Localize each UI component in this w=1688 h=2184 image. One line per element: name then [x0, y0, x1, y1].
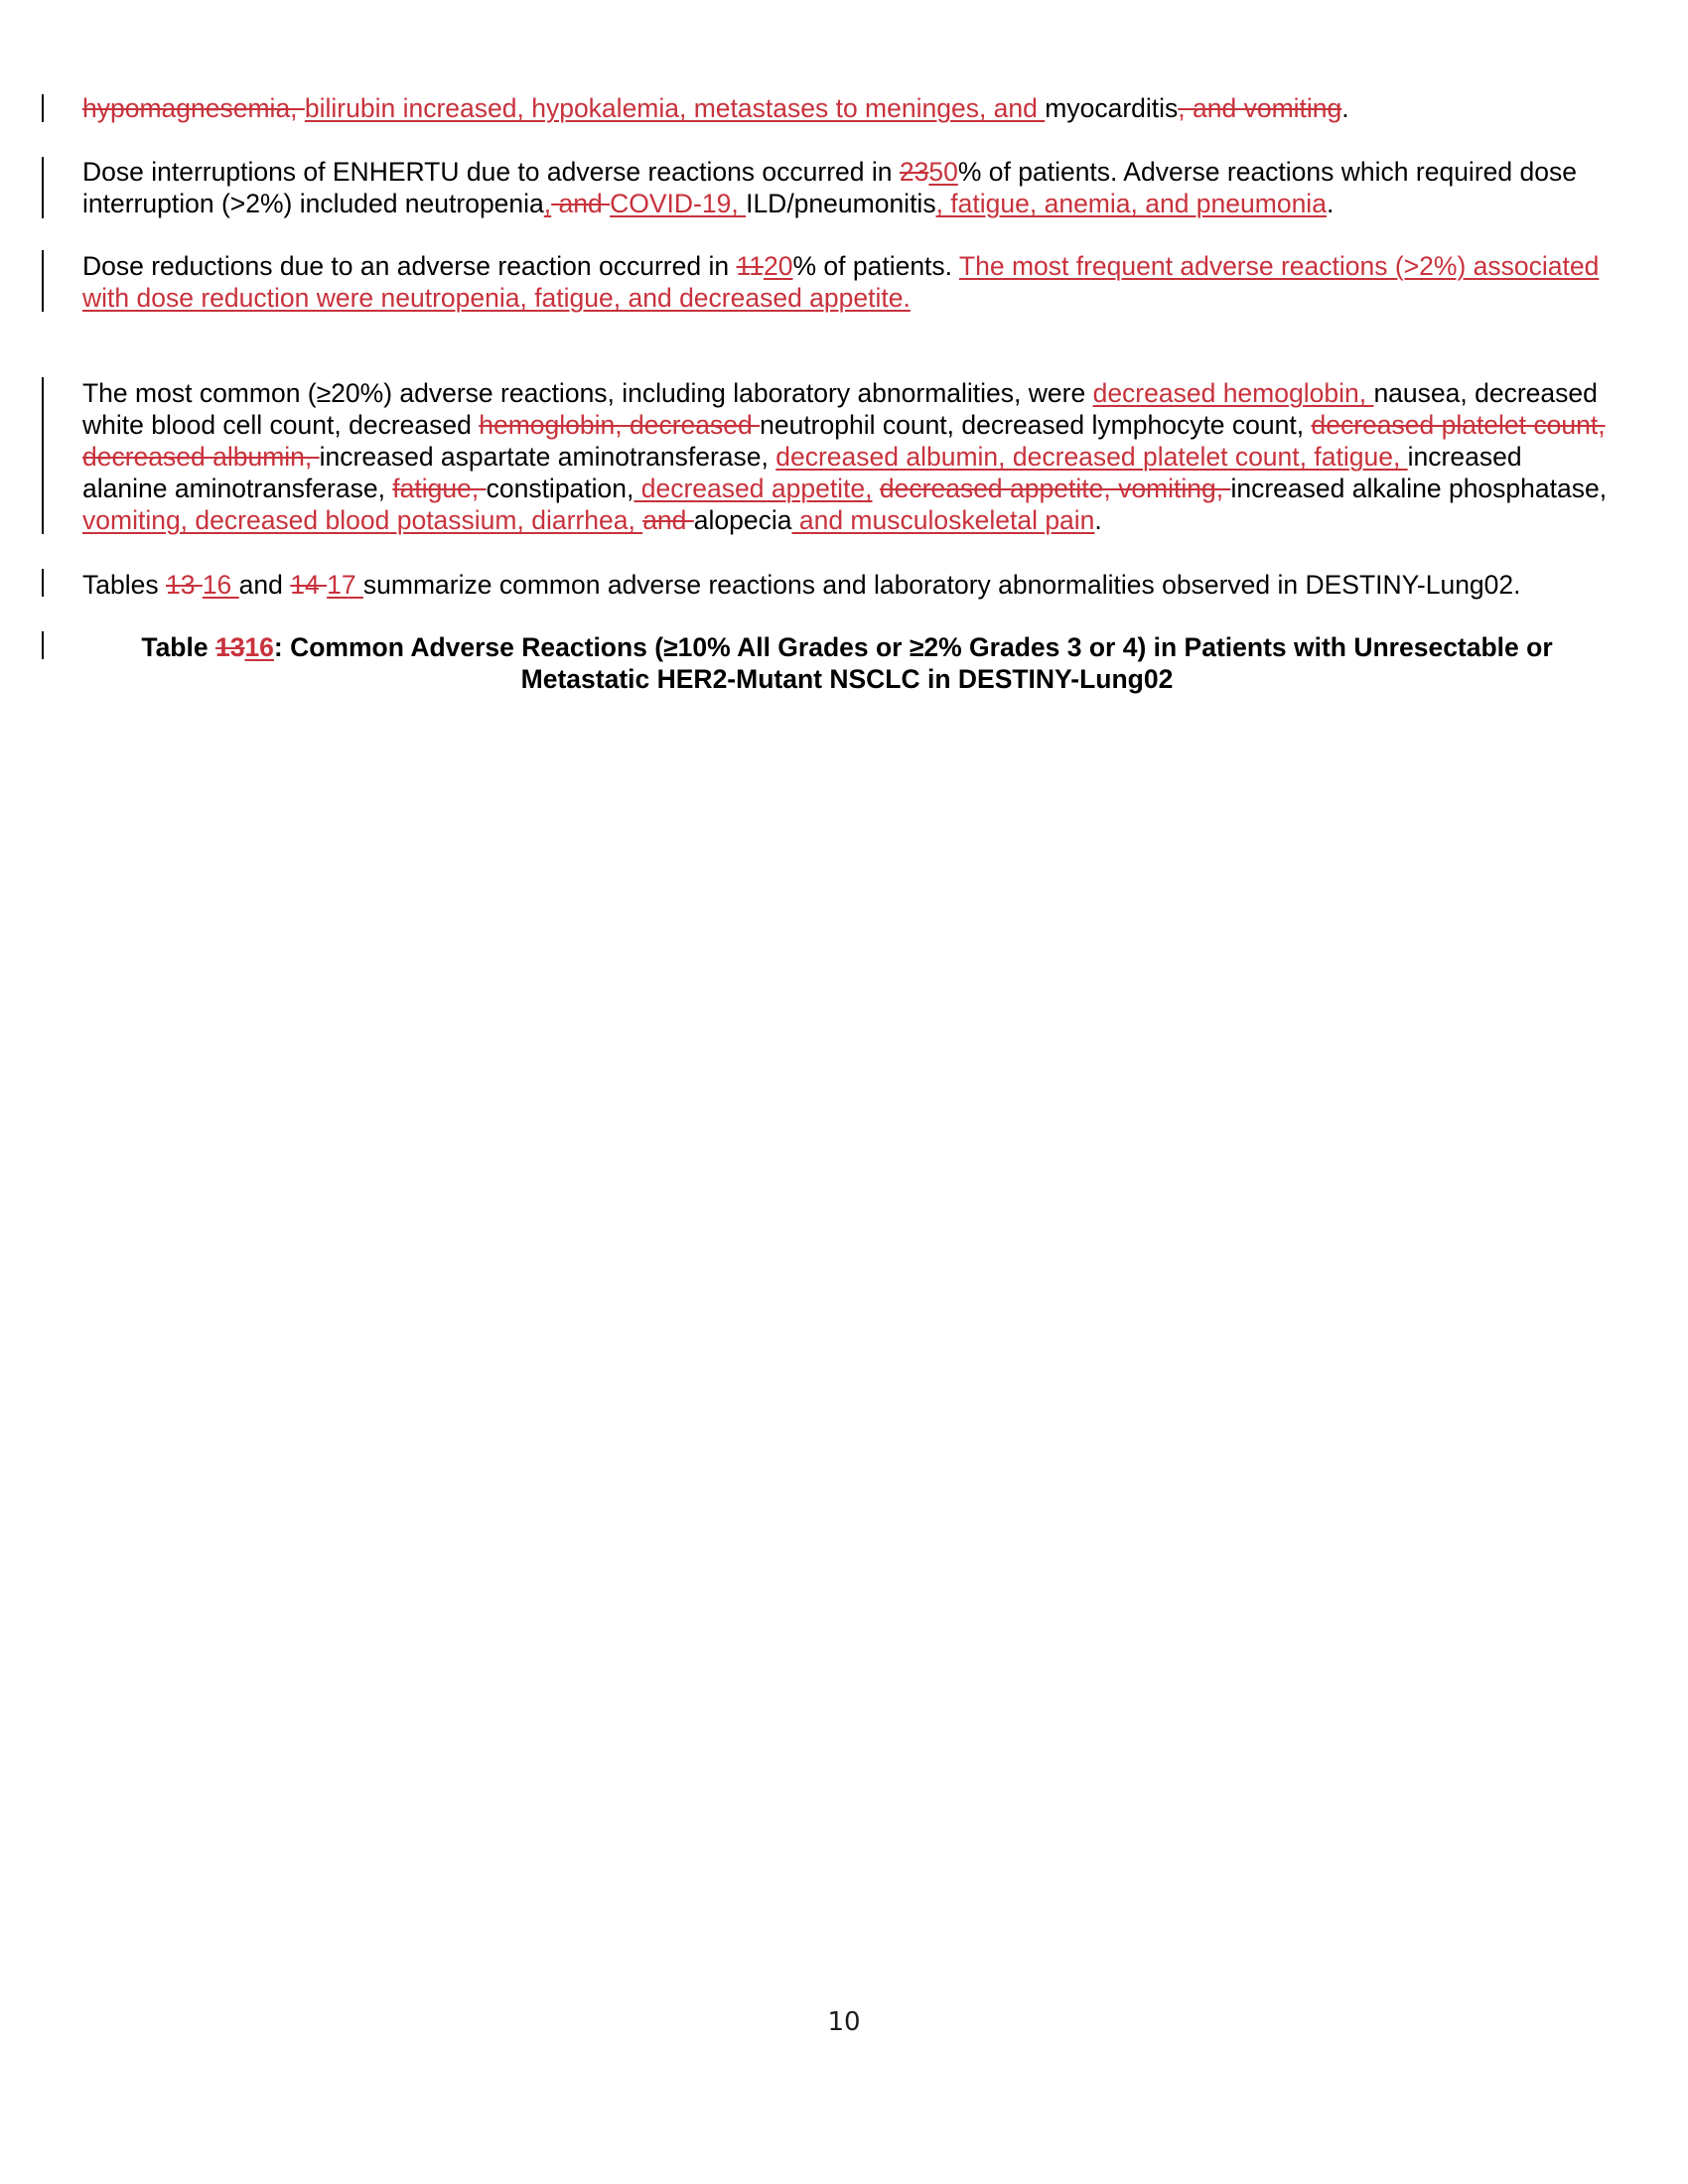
body-text: % of patients. Adverse reactions which required dose interruption (>2%) included neutropenia [82, 157, 1577, 218]
deleted-text: decreased appetite, vomiting, [879, 474, 1231, 503]
body-text: increased alkaline phosphatase, [1230, 474, 1608, 503]
body-text: alopecia [693, 505, 792, 535]
inserted-text: , [543, 189, 552, 218]
deleted-text: and [642, 505, 694, 535]
body-text: ILD/pneumonitis [746, 189, 936, 218]
deleted-text: 13 [165, 570, 203, 600]
body-text: summarize common adverse reactions and laboratory abnormalities observed in DESTINY-Lung02. [362, 570, 1521, 600]
body-text: nausea, decreased white blood cell count, decreased [82, 378, 1598, 440]
deleted-text: , and vomiting [1178, 93, 1342, 123]
inserted-text: decreased albumin, decreased platelet count, fatigue, [775, 442, 1408, 472]
body-text: The most common (≥20%) adverse reactions, including laboratory abnormalities, were [82, 378, 1093, 408]
body-text: myocarditis [1045, 93, 1179, 123]
deleted-text: decreased platelet count, decreased albumin, [82, 410, 1606, 472]
title-text: Table [141, 632, 215, 662]
body-text: and [238, 570, 291, 600]
inserted-text: 20 [763, 251, 793, 281]
body-text: Dose interruptions of ENHERTU due to adverse reactions occurred in [82, 157, 900, 187]
inserted-text: and musculoskeletal pain [791, 505, 1095, 535]
inserted-text: vomiting, decreased blood potassium, diarrhea, [82, 505, 643, 535]
body-text: Tables [82, 570, 166, 600]
inserted-text: COVID-19, [610, 189, 747, 218]
body-text: . [1326, 189, 1335, 218]
body-text: increased alanine aminotransferase, [82, 442, 1522, 503]
body-text: % of patients. [792, 251, 959, 281]
inserted-text: 16 [202, 570, 239, 600]
deleted-text: 14 [290, 570, 328, 600]
page-number: 10 [827, 2007, 861, 2037]
change-bar [42, 569, 44, 597]
inserted-text: , fatigue, anemia, and pneumonia [935, 189, 1327, 218]
inserted-text: 50 [928, 157, 958, 187]
inserted-text: decreased hemoglobin, [1092, 378, 1374, 408]
body-text [873, 474, 880, 503]
title-text: : Common Adverse Reactions (≥10% All Grades or ≥2% Grades 3 or 4) in Patients with Unresectable or Metastatic HER2-Mutant NSCLC in DESTINY-Lung02 [273, 632, 1553, 694]
body-text: . [1094, 505, 1102, 535]
body-text: . [1341, 93, 1349, 123]
body-text: constipation, [486, 474, 634, 503]
paragraph-tables-reference [82, 569, 1612, 601]
deleted-text: fatigue, [392, 474, 487, 503]
inserted-text: 16 [244, 632, 274, 662]
deleted-text: 11 [736, 251, 764, 281]
change-bar [42, 157, 44, 218]
deleted-text: 23 [899, 157, 929, 187]
paragraph-discontinuation-tail [82, 92, 1612, 124]
change-bar [42, 631, 44, 659]
inserted-text: The most frequent adverse reactions (>2%) associated with dose reduction were neutropenia, fatigue, and decreased appetite. [82, 251, 1600, 313]
body-text: increased aspartate aminotransferase, [319, 442, 776, 472]
paragraph-dose-reductions [82, 250, 1612, 314]
change-bar [42, 377, 44, 534]
body-text: Dose reductions due to an adverse reaction occurred in [82, 251, 737, 281]
deleted-text: and [551, 189, 611, 218]
deleted-text: 13 [214, 632, 245, 662]
change-bar [42, 94, 44, 122]
paragraph-most-common-reactions [82, 377, 1612, 536]
deleted-text: hemoglobin, decreased [479, 410, 761, 440]
inserted-text: decreased appetite, [633, 474, 873, 503]
inserted-text: 17 [327, 570, 363, 600]
inserted-text: bilirubin increased, hypokalemia, metastases to meninges, and [304, 93, 1046, 123]
change-bar [42, 250, 44, 312]
deleted-text: hypomagnesemia, [82, 93, 305, 123]
table-title [82, 631, 1612, 695]
body-text: neutrophil count, decreased lymphocyte count, [760, 410, 1312, 440]
paragraph-dose-interruptions [82, 156, 1612, 219]
